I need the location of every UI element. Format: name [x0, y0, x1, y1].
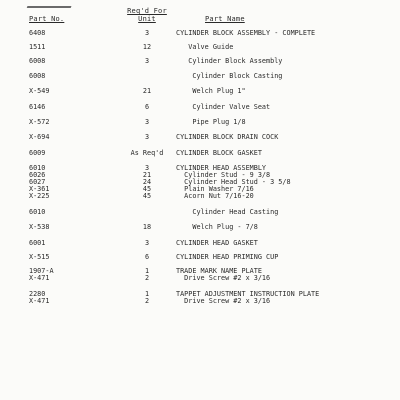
part-number: 6010: [29, 208, 46, 216]
quantity-required: 1: [144, 267, 150, 275]
part-number: 6026: [29, 171, 46, 179]
quantity-required: 21: [142, 171, 152, 179]
part-number: 1511: [29, 43, 46, 51]
header-scribble: [27, 1, 74, 8]
part-name: TRADE MARK NAME PLATE: [176, 267, 262, 275]
quantity-required: 12: [142, 43, 152, 51]
quantity-required: 6: [144, 253, 150, 261]
column-header-part-no: Part No.: [29, 15, 65, 23]
part-name: CYLINDER BLOCK DRAIN COCK: [176, 133, 279, 141]
quantity-required: 3: [144, 164, 150, 172]
quantity-required: 1: [144, 290, 150, 298]
part-name: Welch Plug 1": [176, 87, 246, 95]
part-number: X-225: [29, 192, 50, 200]
part-number: X-471: [29, 297, 50, 305]
column-header-part-name: Part Name: [205, 15, 245, 23]
part-name: Drive Screw #2 x 3/16: [176, 297, 271, 305]
quantity-required: 2: [144, 274, 150, 282]
quantity-required: 3: [144, 57, 150, 65]
quantity-required: 21: [142, 87, 152, 95]
quantity-required: 24: [142, 178, 152, 186]
quantity-required: 3: [144, 239, 150, 247]
part-number: 6027: [29, 178, 46, 186]
part-name: Cylinder Valve Seat: [176, 103, 271, 111]
part-name: Pipe Plug 1/8: [176, 118, 246, 126]
part-name: Acorn Nut 7/16-20: [176, 192, 254, 200]
quantity-required: 3: [144, 29, 150, 37]
part-number: X-361: [29, 185, 50, 193]
part-name: CYLINDER HEAD GASKET: [176, 239, 258, 247]
part-name: Valve Guide: [176, 43, 234, 51]
quantity-required: 6: [144, 103, 150, 111]
part-name: Cylinder Head Casting: [176, 208, 279, 216]
part-name: CYLINDER HEAD ASSEMBLY: [176, 164, 267, 172]
part-number: 6408: [29, 29, 46, 37]
part-number: X-538: [29, 223, 50, 231]
part-name: CYLINDER HEAD PRIMING CUP: [176, 253, 279, 261]
part-number: X-549: [29, 87, 50, 95]
part-number: X-471: [29, 274, 50, 282]
part-number: 6008: [29, 72, 46, 80]
part-number: 6010: [29, 164, 46, 172]
quantity-required: 18: [142, 223, 152, 231]
part-number: 1907-A: [29, 267, 54, 275]
part-name: Cylinder Head Stud - 3 5/8: [176, 178, 291, 186]
part-name: Drive Screw #2 x 3/16: [176, 274, 271, 282]
quantity-required: 3: [144, 118, 150, 126]
part-name: Cylinder Block Assembly: [176, 57, 283, 65]
part-number: X-694: [29, 133, 50, 141]
part-number: 6146: [29, 103, 46, 111]
part-number: 6008: [29, 57, 46, 65]
column-header-reqd-unit: Req'd For Unit: [127, 7, 167, 23]
part-number: 2280: [29, 290, 46, 298]
quantity-required: 45: [142, 185, 152, 193]
part-name: Welch Plug - 7/8: [176, 223, 258, 231]
part-name: TAPPET ADJUSTMENT INSTRUCTION PLATE: [176, 290, 320, 298]
quantity-required: 3: [144, 133, 150, 141]
part-name: Cylinder Block Casting: [176, 72, 283, 80]
part-number: 6001: [29, 239, 46, 247]
quantity-required: 45: [142, 192, 152, 200]
part-number: X-515: [29, 253, 50, 261]
part-name: CYLINDER BLOCK ASSEMBLY - COMPLETE: [176, 29, 316, 37]
part-number: 6009: [29, 149, 46, 157]
quantity-required: As Req'd: [130, 149, 164, 157]
part-name: Plain Washer 7/16: [176, 185, 254, 193]
part-name: CYLINDER BLOCK GASKET: [176, 149, 262, 157]
part-name: Cylinder Stud - 9 3/8: [176, 171, 271, 179]
part-number: X-572: [29, 118, 50, 126]
quantity-required: 2: [144, 297, 150, 305]
